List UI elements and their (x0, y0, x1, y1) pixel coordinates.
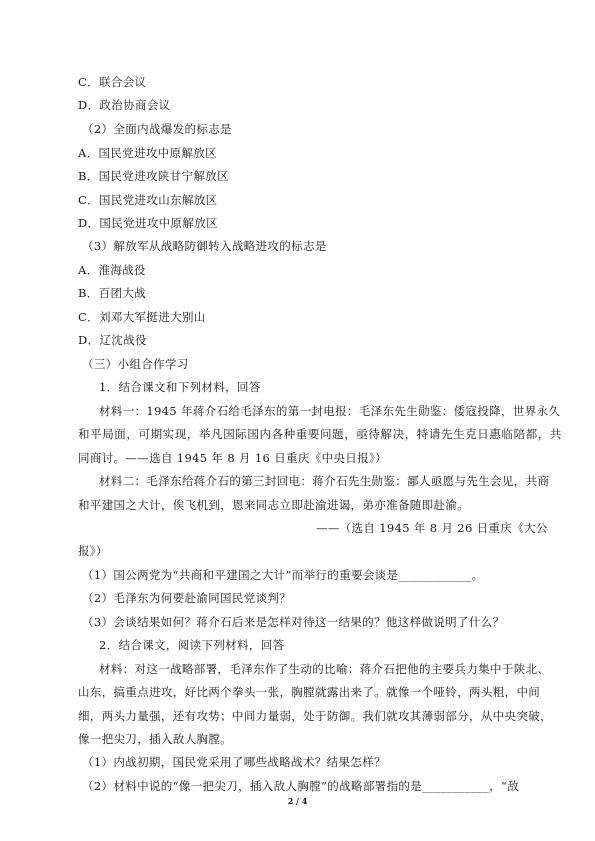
material-line-3: 细，两头力量强，还有攻势；中间力量弱，处于防御。我们就攻其薄弱部分，从中央突破， (78, 709, 552, 723)
material-1-source: 同商讨。——选自 1945 年 8 月 16 日重庆《中央日报》） (78, 451, 387, 465)
q2-option-c: C．国民党进攻山东解放区 (78, 193, 218, 207)
material-2-source-end: 报》） (78, 544, 108, 558)
option-c-joint-conference: C．联合会议 (78, 75, 147, 89)
task-1-question-3: （3）会谈结果如何？蒋介石后来是怎样对待这一结果的？他这样做说明了什么？ (82, 615, 505, 629)
q2-option-b: B．国民党进攻陕甘宁解放区 (78, 169, 229, 183)
material-1-line-2: 和平局面，可期实现，举凡国际国内各种重要问题，亟待解决，特请先生克日惠临陪都，共 (78, 427, 562, 441)
question-2: （2）全面内战爆发的标志是 (82, 122, 232, 136)
q3-option-d: D．辽沈战役 (78, 333, 147, 347)
task-2-question-2: （2）材料中说的“像一把尖刀，插入敌人胸膛”的战略部署指的是___________，“敌 (82, 779, 520, 793)
material-1-line-1: 材料一：1945 年蒋介石给毛泽东的第一封电报：毛泽东先生勋鉴：倭寇投降，世界永久 (99, 404, 561, 418)
option-d-pcc: D．政治协商会议 (78, 98, 171, 112)
section-heading-group-study: （三）小组合作学习 (82, 357, 189, 371)
q2-option-d: D．国民党进攻中原解放区 (78, 216, 218, 230)
task-1-question-2: （2）毛泽东为何要赴渝同国民党谈判？ (82, 591, 292, 605)
task-2-question-1: （1）内战初期，国民党采用了哪些战略战术？结果怎样？ (82, 755, 386, 769)
material-2-line-2: 和平建国之大计，俟飞机到，恩来同志立即赴渝进谒，弟亦准备随即赴渝。 (78, 498, 470, 512)
material-2-source: ——（选自 1945 年 8 月 26 日重庆《大公 (316, 521, 548, 535)
q3-option-a: A．淮海战役 (78, 263, 146, 277)
material-line-2: 山东，搞重点进攻，好比两个拳头一张，胸膛就露出来了。就像一个哑铃，两头粗，中间 (78, 685, 541, 699)
q2-option-a: A．国民党进攻中原解放区 (78, 146, 218, 160)
q3-option-b: B．百团大战 (78, 286, 147, 300)
material-line-1: 材料：对这一战略部署，毛泽东作了生动的比喻：蒋介石把他的主要兵力集中于陕北、 (99, 662, 550, 676)
material-2-line-1: 材料二：毛泽东给蒋介石的第三封回电：蒋介石先生勋鉴：鄙人亟愿与先生会见，共商 (99, 474, 550, 488)
question-3: （3）解放军从战略防御转入战略进攻的标志是 (82, 239, 327, 253)
material-line-4: 像一把尖刀，插入敌人胸膛。 (78, 732, 233, 746)
task-1-question-1: （1）国公两党为“共商和平建国之大计”而举行的重要会谈是____________。 (82, 568, 484, 582)
page-number: 2 / 4 (287, 796, 308, 806)
task-2-heading: 2．结合课文，阅读下列材料，回答 (99, 638, 285, 652)
q3-option-c: C．刘邓大军挺进大别山 (78, 310, 206, 324)
task-1-heading: 1．结合课文和下列材料，回答 (99, 380, 261, 394)
